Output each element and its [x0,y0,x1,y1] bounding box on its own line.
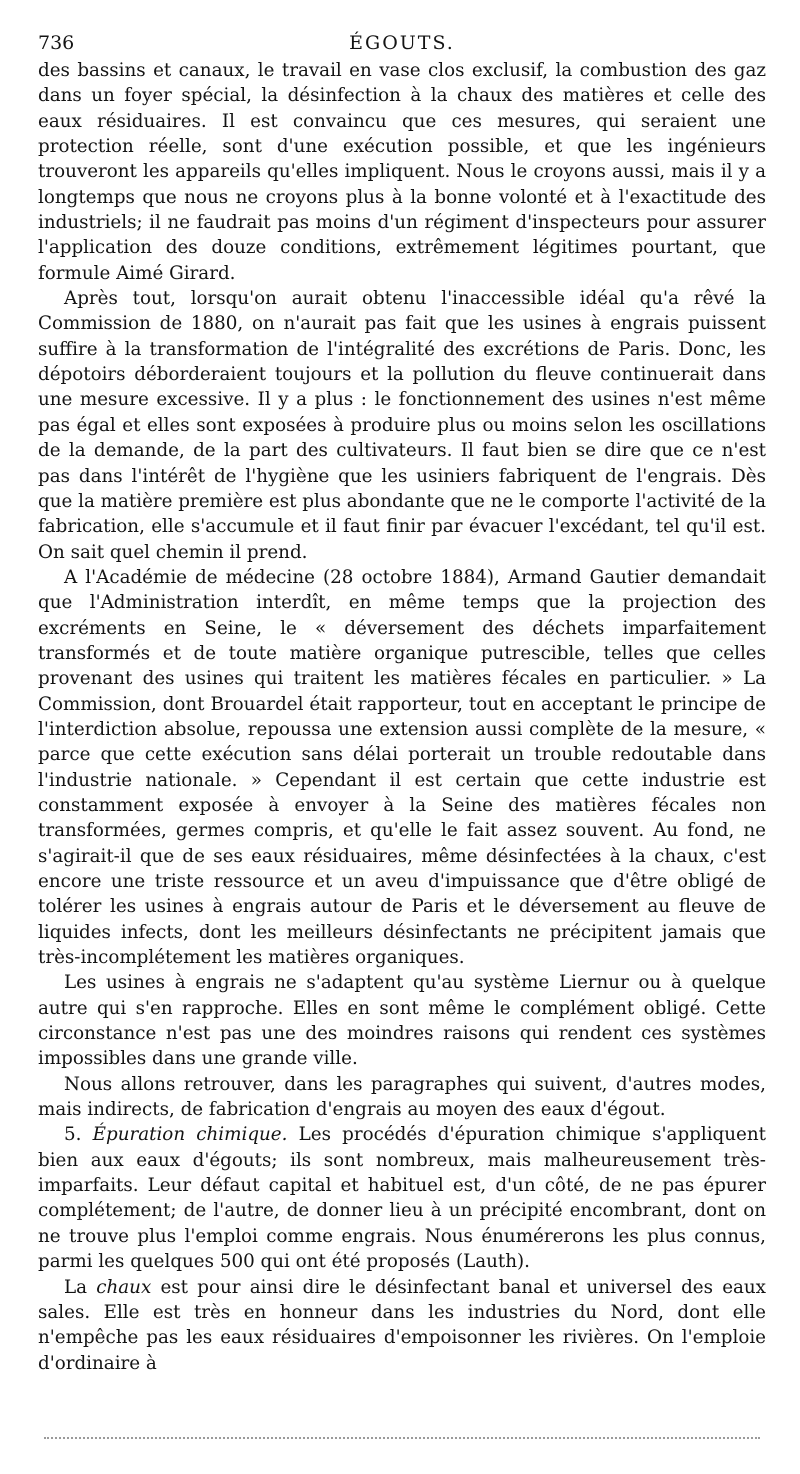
footer-dotted-rule [44,1437,760,1439]
text-run: 5. [64,1124,93,1146]
page-header [38,30,766,56]
text-run: La [64,1276,97,1298]
italic-text: chaux [96,1276,152,1298]
text-run: des bassins et canaux, le travail en vase clos exclusif, la combustion des gaz dans un foyer spécial, la désinfection à la chaux des matières et celle des eaux résiduaires. Il est convaincu que ces mesures, qui seraient une protection réelle, sont d'une exécution possible, et que les ingénieurs trouveront les appareils qu'elles impliquent. Nous le croyons aussi, mais il y a longtemps que nous ne croyons plus à la bonne volonté et à l'exactitude des industriels; il ne faudrait pas moins d'un régiment d'inspecteurs pour assurer l'application des douze conditions, extrêmement légitimes pourtant, que formule Aimé Girard. [38,60,766,284]
text-run: Les usines à engrais ne s'adaptent qu'au système Liernur ou à quelque autre qui s'en rapproche. Elles en sont même le complément obligé. Cette circonstance n'est pas une des moindres raisons qui rendent ces systèmes impossibles dans une grande ville. [38,972,766,1070]
body-text [38,58,766,1376]
paragraph [38,1122,766,1274]
text-run: A l'Académie de médecine (28 octobre 1884), Armand Gautier demandait que l'Administration interdît, en même temps que la projection des excréments en Seine, le « déversement des déchets imparfaitement transformés et de toute matière organique putrescible, telles que celles provenant des usines qui traitent les matières fécales en particulier. » La Commission, dont Brouardel était rapporteur, tout en acceptant le principe de l'interdiction absolue, repoussa une extension aussi complète de la mesure, « parce que cette exécution sans délai porterait un trouble redoutable dans l'industrie nationale. » Cependant il est certain que cette industrie est constamment exposée à envoyer à la Seine des matières fécales non transformées, germes compris, et qu'elle le fait assez souvent. Au fond, ne s'agirait-il que de ses eaux résiduaires, même désinfectées à la chaux, c'est encore une triste ressource et un aveu d'impuissance que d'être obligé de tolérer les usines à engrais autour de Paris et le déversement au fleuve de liquides infects, dont les meilleurs désinfectants ne précipitent jamais que très-incomplétement les matières organiques. [38,566,766,969]
paragraph [38,565,766,971]
text-run: Les procédés d'épuration chimique s'appliquent bien aux eaux d'égouts; ils sont nombreux, mais malheureusement très-imparfaits. Leur défaut capital et habituel est, d'un côté, de ne pas épurer complétement; de l'autre, de donner lieu à un précipité encombrant, dont on ne trouve plus l'emploi comme engrais. Nous énumérerons les plus connus, parmi les quelques 500 qui ont été proposés (Lauth). [38,1124,766,1273]
italic-text: Épuration chimique. [92,1124,288,1146]
paragraph [38,58,766,286]
page-number: 736 [38,32,75,54]
paragraph [38,1072,766,1123]
text-run: est pour ainsi dire le désinfectant banal et universel des eaux sales. Elle est très en honneur dans les industries du Nord, dont elle n'empêche pas les eaux résiduaires d'empoisonner les rivières. On l'emploie d'ordinaire à [38,1276,766,1374]
paragraph [38,1275,766,1376]
paragraph [38,286,766,565]
text-run: Nous allons retrouver, dans les paragraphes qui suivent, d'autres modes, mais indirects, de fabrication d'engrais au moyen des eaux d'égout. [38,1073,766,1121]
running-title: ÉGOUTS. [349,32,455,54]
book-page [38,30,766,1376]
paragraph [38,970,766,1071]
text-run: Après tout, lorsqu'on aurait obtenu l'inaccessible idéal qu'a rêvé la Commission de 1880, on n'aurait pas fait que les usines à engrais puissent suffire à la transformation de l'intégralité des excrétions de Paris. Donc, les dépotoirs déborderaient toujours et la pollution du fleuve continuerait dans une mesure excessive. Il y a plus : le fonctionnement des usines n'est même pas égal et elles sont exposées à produire plus ou moins selon les oscillations de la demande, de la part des cultivateurs. Il faut bien se dire que ce n'est pas dans l'intérêt de l'hygiène que les usiniers fabriquent de l'engrais. Dès que la matière première est plus abondante que ne le comporte l'activité de la fabrication, elle s'accumule et il faut finir par évacuer l'excédant, tel qu'il est. On sait quel chemin il prend. [38,288,766,563]
